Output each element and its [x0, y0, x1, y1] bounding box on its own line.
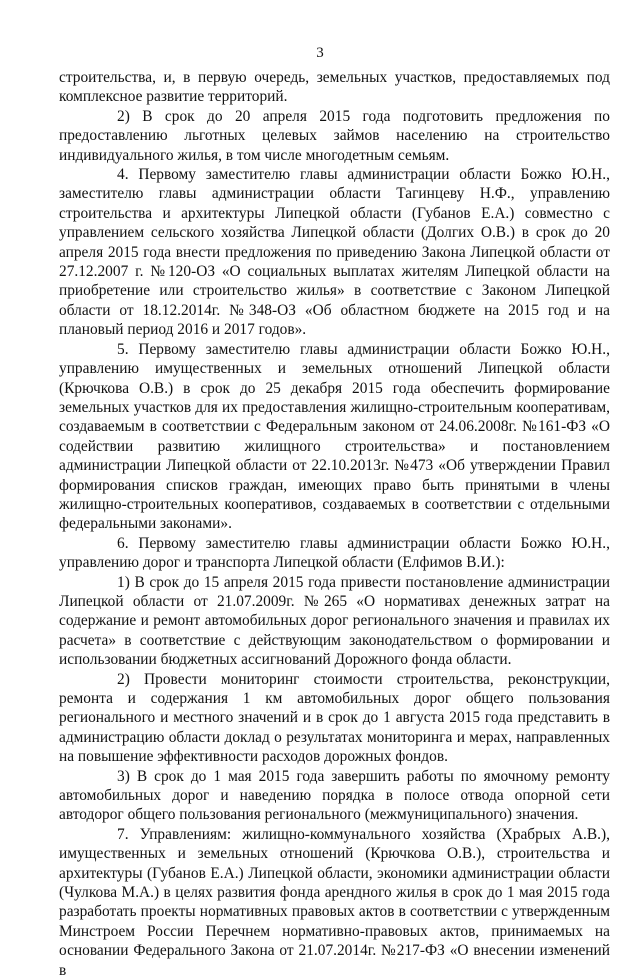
paragraph-item-6-3: 3) В срок до 1 мая 2015 года завершить работы по ямочному ремонту автомобильных дорог и наведению порядка в полосе отвода опорной сети автодорог общего пользования регионального (межмуниципального) значения.	[59, 767, 610, 824]
paragraph-item-7: 7. Управлениям: жилищно-коммунального хозяйства (Храбрых А.В.), имущественных и земельных отношений (Крючкова О.В.), строительства и архитектуры (Губанов Е.А.) Липецкой области, экономики администрации области (Чулкова М.А.) в целях развития фонда арендного жилья в срок до 1 мая 2015 года разработать проекты нормативных правовых актов в соответствии с утвержденным Минстроем России Перечнем нормативно-правовых актов, принимаемых на основании Федерального Закона от 21.07.2014г. №217-ФЗ «О внесении изменений в	[59, 825, 610, 979]
paragraph-item-6-1: 1) В срок до 15 апреля 2015 года привести постановление администрации Липецкой области от 21.07.2009г. №265 «О нормативах денежных затрат на содержание и ремонт автомобильных дорог регионального значения и правилах их расчета» в соответствие с действующим законодательством о формировании и использовании бюджетных ассигнований Дорожного фонда области.	[59, 573, 610, 669]
document-body	[59, 68, 610, 980]
page-number: 3	[316, 45, 324, 61]
paragraph-continuation: строительства, и, в первую очередь, земельных участков, предоставляемых под комплексное развитие территорий.	[59, 69, 610, 106]
paragraph-item-6: 6. Первому заместителю главы администрации области Божко Ю.Н., управлению дорог и транспорта Липецкой области (Елфимов В.И.):	[59, 534, 610, 572]
paragraph-item-3-2: 2) В срок до 20 апреля 2015 года подготовить предложения по предоставлению льготных целевых займов населению на строительство индивидуального жилья, в том числе многодетным семьям.	[59, 107, 610, 164]
paragraph-item-5: 5. Первому заместителю главы администрации области Божко Ю.Н., управлению имущественных и земельных отношений Липецкой области (Крючкова О.В.) в срок до 25 декабря 2015 года обеспечить формирование земельных участков для их предоставления жилищно-строительным кооперативам, создаваемым в соответствии с Федеральным законом от 24.06.2008г. №161-ФЗ «О содействии развитию жилищного строительства» и постановлением администрации Липецкой области от 22.10.2013г. №473 «Об утверждении Правил формирования списков граждан, имеющих право быть принятыми в члены жилищно-строительных кооперативов, создаваемых в соответствии с отдельными федеральными законами».	[59, 340, 610, 533]
paragraph-item-6-2: 2) Провести мониторинг стоимости строительства, реконструкции, ремонта и содержания 1 км автомобильных дорог общего пользования регионального и местного значений и в срок до 1 августа 2015 года представить в администрацию области доклад о результатах мониторинга и мерах, направленных на повышение эффективности расходов дорожных фондов.	[59, 670, 610, 766]
paragraph-item-4: 4. Первому заместителю главы администрации области Божко Ю.Н., заместителю главы администрации области Тагинцеву Н.Ф., управлению строительства и архитектуры Липецкой области (Губанов Е.А.) совместно с управлением сельского хозяйства Липецкой области (Долгих О.В.) в срок до 20 апреля 2015 года внести предложения по приведению Закона Липецкой области от 27.12.2007 г. №120-ОЗ «О социальных выплатах жителям Липецкой области на приобретение или строительство жилья» в соответствие с Законом Липецкой области от 18.12.2014г. №348-ОЗ «Об областном бюджете на 2015 год и на плановый период 2016 и 2017 годов».	[59, 166, 610, 339]
